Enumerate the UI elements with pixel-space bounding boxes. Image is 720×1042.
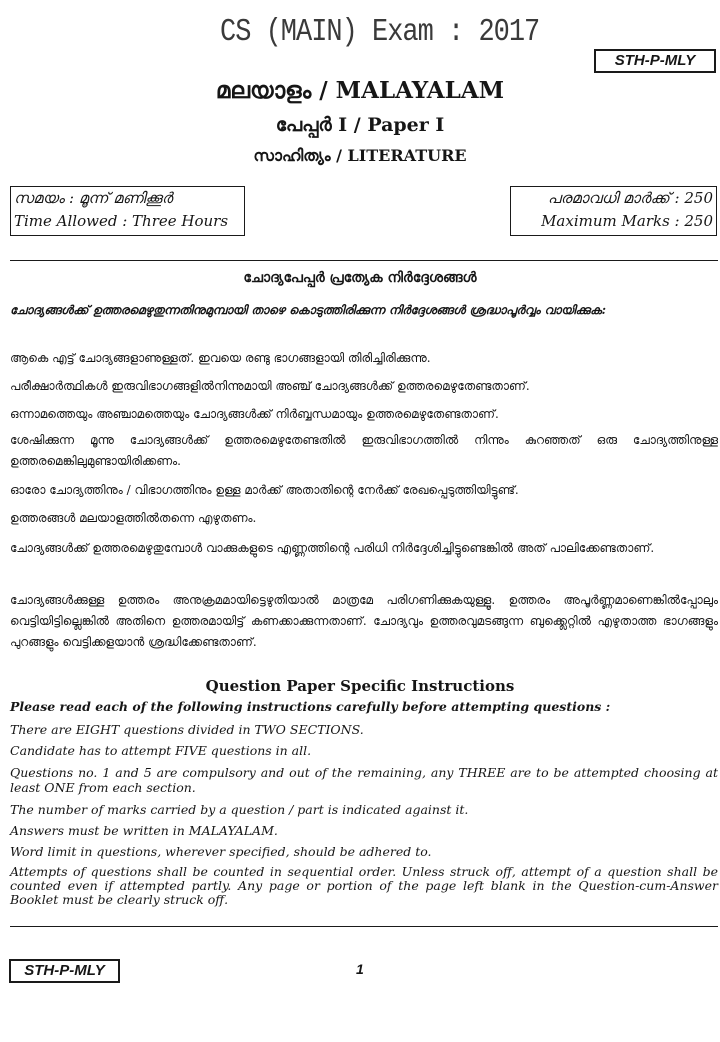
ml-instruction-3: ഒന്നാമത്തെയും അഞ്ചാമത്തെയും ചോദ്യങ്ങൾക്ക് നിർബ്ബന്ധമായും ഉത്തരമെഴുതേണ്ടതാണ്.: [10, 407, 499, 421]
time-allowed-ml: സമയം : മൂന്ന് മണിക്കൂർ: [14, 189, 173, 207]
en-instruction-1: There are EIGHT questions divided in TWO SECTIONS.: [10, 722, 364, 737]
ml-instruction-2: പരീക്ഷാർത്ഥികൾ ഇരുവിഭാഗങ്ങളിൽനിന്നുമായി അഞ്ച് ചോദ്യങ്ങൾക്ക് ഉത്തരമെഴുതേണ്ടതാണ്.: [10, 379, 530, 393]
paper-number: പേപ്പർ I / Paper I: [275, 114, 445, 136]
paper-title: മലയാളം / MALAYALAM: [215, 77, 505, 104]
ml-instruction-1: ആകെ എട്ട് ചോദ്യങ്ങളാണുള്ളത്. ഇവയെ രണ്ടു ഭാഗങ്ങളായി തിരിച്ചിരിക്കുന്നു.: [10, 351, 431, 365]
paper-code-bottom: STH-P-MLY: [9, 959, 120, 983]
ml-instructions-heading: ചോദ്യപേപ്പർ പ്രത്യേക നിർദ്ദേശങ്ങൾ: [243, 270, 477, 286]
ml-instruction-5: ഓരോ ചോദ്യത്തിനും / വിഭാഗത്തിനും ഉള്ള മാർക്ക് അതാതിന്റെ നേർക്ക് രേഖപ്പെടുത്തിയിട്ടുണ്ട്.: [10, 483, 519, 497]
top-divider: [10, 260, 718, 261]
ml-instructions-intro: ചോദ്യങ്ങൾക്ക് ഉത്തരമെഴുതുന്നതിനുമുമ്പായി താഴെ കൊടുത്തിരിക്കുന്ന നിർദ്ദേശങ്ങൾ ശ്രദ്ധാപൂർവ്വം വായിക്കുക:: [10, 303, 606, 317]
maximum-marks-ml: പരമാവധി മാർക്ക് : 250: [547, 189, 713, 207]
paper-code-top: STH-P-MLY: [594, 49, 716, 73]
en-instruction-4: The number of marks carried by a question / part is indicated against it.: [10, 802, 469, 817]
en-instruction-6: Word limit in questions, wherever specified, should be adhered to.: [10, 844, 432, 859]
exam-stamp: CS (MAIN) Exam : 2017: [220, 15, 540, 51]
en-instructions-intro: Please read each of the following instructions carefully before attempting questions :: [10, 699, 611, 714]
maximum-marks-en: Maximum Marks : 250: [541, 212, 713, 230]
en-instruction-5: Answers must be written in MALAYALAM.: [10, 823, 278, 838]
paper-subject: സാഹിത്യം / LITERATURE: [253, 146, 467, 165]
en-instructions-heading: Question Paper Specific Instructions: [205, 677, 515, 695]
en-instruction-3: Questions no. 1 and 5 are compulsory and out of the remaining, any THREE are to be attempted choosing at least ONE from each section.: [10, 765, 718, 795]
en-instruction-2: Candidate has to attempt FIVE questions in all.: [10, 743, 312, 758]
bottom-divider: [10, 926, 718, 927]
time-allowed-box: [10, 186, 245, 236]
ml-instruction-4: ശേഷിക്കുന്ന മൂന്നു ചോദ്യങ്ങൾക്ക് ഉത്തരമെഴുതേണ്ടതിൽ ഇരുവിഭാഗത്തിൽ നിന്നും കുറഞ്ഞത് ഒരു ചോദ്യത്തിനുള്ള ഉത്തരമെങ്കിലുമുണ്ടായിരിക്കണം.: [10, 433, 718, 468]
en-instruction-7: Attempts of questions shall be counted in sequential order. Unless struck off, attempt of a question shall be counted even if attempted partly. Any page or portion of the page left blank in the Question-cum-Answer Booklet must be clearly struck off.: [10, 864, 718, 907]
time-allowed-en: Time Allowed : Three Hours: [14, 212, 229, 230]
page-number: 1: [356, 961, 364, 977]
maximum-marks-box: [510, 186, 717, 236]
ml-instruction-7: ചോദ്യങ്ങൾക്ക് ഉത്തരമെഴുതുമ്പോൾ വാക്കുകളുടെ എണ്ണത്തിന്റെ പരിധി നിർദ്ദേശിച്ചിട്ടുണ്ടെങ്കിൽ അത് പാലിക്കേണ്ടതാണ്.: [10, 541, 655, 555]
ml-instruction-6: ഉത്തരങ്ങൾ മലയാളത്തിൽതന്നെ എഴുതണം.: [10, 511, 257, 525]
ml-instruction-8: ചോദ്യങ്ങൾക്കുള്ള ഉത്തരം അനുക്രമമായിട്ടെഴുതിയാൽ മാത്രമേ പരിഗണിക്കുകയുള്ളൂ. ഉത്തരം അപൂർണ്ണമാണെങ്കിൽപ്പോലും വെട്ടിയിട്ടില്ലെങ്കിൽ അതിനെ ഉത്തരമായിട്ട് കണക്കാക്കുന്നതാണ്. ചോദ്യവും ഉത്തരവുമടങ്ങുന്ന ബുക്ക്ലെറ്റിൽ എഴുതാത്ത ഭാഗങ്ങളും പുറങ്ങളും വെട്ടിക്കളയാൻ ശ്രദ്ധിക്കേണ്ടതാണ്.: [10, 593, 718, 649]
